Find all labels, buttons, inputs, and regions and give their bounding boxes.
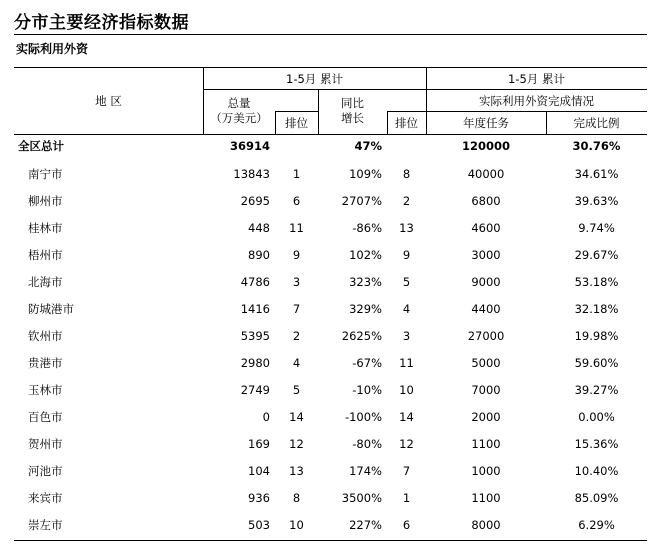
cell-task: 7000 — [471, 383, 501, 397]
cell-yoy: 323% — [349, 275, 382, 289]
cell-total: 13843 — [233, 167, 270, 181]
hline-rank2 — [387, 111, 426, 112]
cell-ratio: 6.29% — [578, 518, 615, 532]
cell-ratio: 53.18% — [574, 275, 619, 289]
hline-group2 — [426, 89, 647, 90]
cell-ratio: 10.40% — [574, 464, 619, 478]
cell-total: 0 — [262, 410, 270, 424]
hline-completion — [426, 111, 647, 112]
cell-total: 448 — [248, 221, 270, 235]
cell-rank: 5 — [292, 383, 301, 397]
cell-yoy: -80% — [352, 437, 382, 451]
header-group2: 1-5月 累计 — [508, 72, 565, 86]
table-row — [14, 404, 647, 431]
cell-total: 2695 — [240, 194, 270, 208]
cell-rank: 11 — [289, 221, 304, 235]
cell-ratio: 39.27% — [574, 383, 619, 397]
table-row — [14, 215, 647, 242]
table-row — [14, 242, 647, 269]
header-completion: 实际利用外资完成情况 — [479, 94, 594, 108]
cell-rank: 4 — [292, 356, 301, 370]
cell-rank2: 14 — [399, 410, 414, 424]
cell-yoy: 227% — [349, 518, 382, 532]
cell-rank2: 10 — [399, 383, 414, 397]
cell-ratio: 85.09% — [574, 491, 619, 505]
header-yoy-line2: 增长 — [341, 111, 364, 125]
total-row — [14, 135, 647, 162]
cell-task: 1000 — [471, 464, 501, 478]
cell-yoy: 329% — [349, 302, 382, 316]
table-row — [14, 323, 647, 350]
rule-header-top — [14, 67, 647, 68]
cell-rank: 13 — [289, 464, 304, 478]
total-value: 36914 — [229, 139, 270, 153]
cell-yoy: -100% — [344, 410, 382, 424]
cell-region: 玉林市 — [28, 383, 63, 397]
header-annual-task: 年度任务 — [463, 116, 509, 130]
cell-task: 1100 — [471, 437, 501, 451]
cell-ratio: 39.63% — [574, 194, 619, 208]
cell-task: 5000 — [471, 356, 501, 370]
cell-rank: 3 — [292, 275, 301, 289]
table-row — [14, 296, 647, 323]
table-row — [14, 377, 647, 404]
cell-rank2: 4 — [402, 302, 411, 316]
cell-total: 104 — [248, 464, 270, 478]
cell-region: 崇左市 — [28, 518, 63, 532]
cell-rank: 8 — [292, 491, 301, 505]
cell-task: 9000 — [471, 275, 501, 289]
cell-total: 5395 — [240, 329, 270, 343]
cell-total: 2749 — [240, 383, 270, 397]
header-rank: 排位 — [285, 116, 308, 130]
header-yoy-line1: 同比 — [341, 96, 364, 110]
header-total-line1: 总量 — [227, 96, 251, 110]
cell-yoy: 102% — [349, 248, 382, 262]
cell-yoy: 2707% — [341, 194, 382, 208]
cell-total: 2980 — [240, 356, 270, 370]
cell-task: 4400 — [471, 302, 501, 316]
cell-yoy: -10% — [352, 383, 382, 397]
cell-task: 8000 — [471, 518, 501, 532]
header-total-line2: （万美元） — [210, 111, 268, 125]
cell-region: 钦州市 — [28, 329, 63, 343]
cell-task: 6800 — [471, 194, 501, 208]
cell-total: 169 — [248, 437, 270, 451]
cell-region: 南宁市 — [28, 167, 63, 181]
cell-rank2: 6 — [402, 518, 411, 532]
table-row — [14, 512, 647, 539]
cell-yoy: 3500% — [341, 491, 382, 505]
cell-yoy: -67% — [352, 356, 382, 370]
cell-region: 河池市 — [28, 464, 63, 478]
cell-rank2: 7 — [402, 464, 411, 478]
cell-ratio: 34.61% — [574, 167, 619, 181]
cell-total: 936 — [248, 491, 270, 505]
cell-task: 3000 — [471, 248, 501, 262]
cell-ratio: 15.36% — [574, 437, 619, 451]
cell-yoy: 109% — [349, 167, 382, 181]
header-rank2: 排位 — [395, 116, 418, 130]
cell-region: 桂林市 — [28, 221, 63, 235]
cell-rank: 7 — [292, 302, 301, 316]
cell-rank2: 1 — [402, 491, 411, 505]
cell-rank: 6 — [292, 194, 301, 208]
hline-rank — [275, 111, 318, 112]
cell-region: 百色市 — [28, 410, 63, 424]
table-row — [14, 350, 647, 377]
cell-task: 40000 — [467, 167, 505, 181]
table-row — [14, 188, 647, 215]
cell-rank2: 8 — [402, 167, 411, 181]
table-row — [14, 458, 647, 485]
table-row — [14, 485, 647, 512]
cell-rank: 12 — [289, 437, 304, 451]
cell-rank2: 13 — [399, 221, 414, 235]
cell-total: 4786 — [240, 275, 270, 289]
page-title: 分市主要经济指标数据 — [14, 13, 189, 33]
cell-ratio: 59.60% — [574, 356, 619, 370]
cell-rank: 2 — [292, 329, 301, 343]
cell-task: 27000 — [467, 329, 505, 343]
rule-table-bottom — [14, 540, 647, 541]
cell-total: 890 — [248, 248, 270, 262]
cell-rank: 10 — [289, 518, 304, 532]
cell-rank2: 5 — [402, 275, 411, 289]
cell-ratio: 32.18% — [574, 302, 619, 316]
cell-rank: 1 — [292, 167, 301, 181]
cell-rank2: 12 — [399, 437, 414, 451]
hline-group1 — [203, 89, 426, 90]
cell-task: 2000 — [471, 410, 501, 424]
cell-task: 1100 — [471, 491, 501, 505]
cell-region: 防城港市 — [28, 302, 74, 316]
total-region: 全区总计 — [18, 139, 64, 153]
cell-ratio: 29.67% — [574, 248, 619, 262]
cell-rank2: 9 — [402, 248, 411, 262]
cell-region: 贵港市 — [28, 356, 63, 370]
cell-rank: 14 — [289, 410, 304, 424]
cell-rank2: 2 — [402, 194, 411, 208]
cell-yoy: -86% — [352, 221, 382, 235]
total-ratio: 30.76% — [572, 139, 621, 153]
header-completion-ratio: 完成比例 — [573, 116, 620, 130]
total-yoy: 47% — [354, 139, 382, 153]
section-subtitle: 实际利用外资 — [16, 42, 89, 56]
table-row — [14, 431, 647, 458]
header-group1: 1-5月 累计 — [286, 72, 343, 86]
cell-total: 503 — [248, 518, 270, 532]
cell-rank2: 11 — [399, 356, 414, 370]
cell-yoy: 2625% — [341, 329, 382, 343]
cell-ratio: 19.98% — [574, 329, 619, 343]
cell-ratio: 0.00% — [578, 410, 615, 424]
cell-region: 北海市 — [28, 275, 63, 289]
cell-region: 贺州市 — [28, 437, 63, 451]
cell-rank: 9 — [292, 248, 301, 262]
cell-yoy: 174% — [349, 464, 382, 478]
total-task: 120000 — [461, 139, 510, 153]
cell-ratio: 9.74% — [578, 221, 615, 235]
cell-total: 1416 — [240, 302, 270, 316]
cell-task: 4600 — [471, 221, 501, 235]
table-row — [14, 269, 647, 296]
cell-rank2: 3 — [402, 329, 411, 343]
rule-top — [14, 34, 647, 35]
cell-region: 梧州市 — [28, 248, 63, 262]
table-row — [14, 161, 647, 188]
cell-region: 柳州市 — [28, 194, 63, 208]
cell-region: 来宾市 — [28, 491, 63, 505]
header-region: 地 区 — [95, 94, 122, 108]
